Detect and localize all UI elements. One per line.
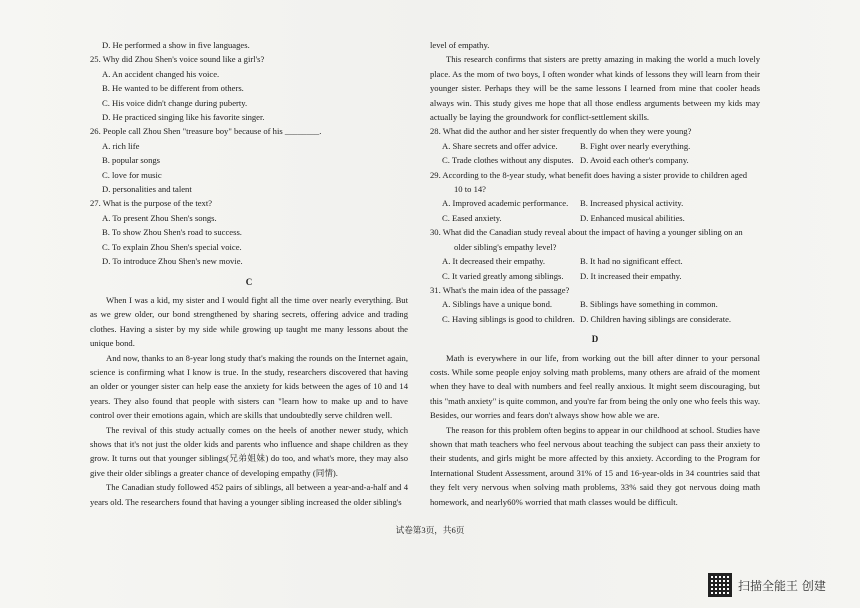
option-text: D. Children having siblings are considerate. (580, 313, 732, 324)
option-text: C. Eased anxiety. (442, 212, 502, 223)
question-28: 28. What did the author and her sister frequently do when they were young? (430, 126, 692, 137)
option-text: A. Share secrets and offer advice. (442, 140, 558, 151)
question-30-options (430, 254, 760, 283)
option-line: D. To introduce Zhou Shen's new movie. (102, 256, 243, 267)
option-row (430, 196, 760, 210)
section-d-title: D (591, 334, 599, 345)
question-line: 26. People call Zhou Shen "treasure boy" because of his ________. (90, 126, 322, 137)
passage-c-paragraph: This research confirms that sisters are pretty amazing in making the world a much lovely place. As the mom of two boys, I often wonder what kinds of lessons they will learn from their younger sister. Perhaps they will be the same lessons I learned from mine that cooler heads always win. This study gives me hope that all those endless arguments between my kids may actually be laying the groundwork for conflict-settlement skills. (430, 54, 760, 123)
question-30-cont: older sibling's empathy level? (454, 241, 557, 252)
question-29-options (430, 196, 760, 225)
question-line: 27. What is the purpose of the text? (90, 198, 213, 209)
passage-paragraph: Math is everywhere in our life, from working out the bill after dinner to your personal costs. While some people enjoy solving math problems, many others are afraid of the moment when they have to deal with numbers and feel really anxious. It might seem discouraging, but this "math anxiety" is quite common, and you're far from being the only one who feels this way. Besides, our worries and fears don't always show how able we are. (430, 352, 760, 421)
option-text: B. It had no significant effect. (580, 256, 683, 267)
option-text: B. Increased physical activity. (580, 198, 684, 209)
passage-paragraph: The revival of this study actually comes on the heels of another newer study, which shows that it's not just the older kids and parents who influence and shape children as they grow. It turns out that younger siblings(兄弟姐妹) do too, and what's more, they may also give their older siblings a greater chance of developing empathy (同情). (90, 424, 408, 478)
option-text: B. Fight over nearly everything. (580, 140, 691, 151)
option-text: D. Enhanced musical abilities. (580, 212, 685, 223)
passage-d (430, 351, 760, 509)
option-line: A. An accident changed his voice. (102, 68, 220, 79)
passage-c-continuation: level of empathy. (430, 40, 490, 50)
option-text: A. Siblings have a unique bond. (442, 299, 553, 310)
option-line: C. love for music (102, 169, 162, 180)
scanner-watermark (708, 574, 826, 596)
option-text: C. It varied greatly among siblings. (442, 270, 564, 281)
watermark-text: 扫描全能王 创建 (738, 578, 826, 593)
option-line: B. popular songs (102, 155, 161, 166)
passage-paragraph: When I was a kid, my sister and I would fight all the time over nearly everything. But as we grew older, our bond strengthened by sharing secrets, offering advice and trading clothes. Having a sister by my side while growing up taught me many lessons about the unique bond. (90, 294, 408, 349)
question-29-cont: 10 to 14? (454, 184, 486, 195)
question-28-options (430, 139, 760, 168)
left-column (90, 38, 408, 509)
option-row (430, 297, 760, 311)
option-text: B. Siblings have something in common. (580, 299, 718, 310)
passage-paragraph: The reason for this problem often begins to appear in our childhood at school. Studies have shown that math teachers who feel nervous about teaching the subject can pass their anxiety to their students, and girls might be more affected by this anxiety. According to the Program for International Student Assessment, around 31% of 15 and 16-year-olds in 34 countries said that they felt very nervous when solving math problems, 33% said they got nervous doing math homework, and nearly60% worried that math classes would be difficult. (430, 424, 760, 507)
option-line: A. rich life (102, 140, 140, 151)
option-line: C. To explain Zhou Shen's special voice. (102, 241, 242, 252)
page-footer: 试卷第3页，共6页 (395, 525, 465, 535)
right-column (430, 38, 760, 509)
option-line: D. personalities and talent (102, 184, 192, 195)
option-row (430, 269, 760, 283)
question-29: 29. According to the 8-year study, what benefit does having a sister provide to children aged (430, 169, 748, 180)
option-line: B. He wanted to be different from others. (102, 83, 244, 94)
option-text: A. Improved academic performance. (442, 198, 569, 209)
questions-25-27 (90, 38, 408, 269)
option-row (430, 153, 760, 167)
option-line: A. To present Zhou Shen's songs. (102, 212, 217, 223)
option-text: D. Avoid each other's company. (580, 155, 689, 166)
option-line: B. To show Zhou Shen's road to success. (102, 227, 242, 238)
question-line: 25. Why did Zhou Shen's voice sound like a girl's? (90, 54, 265, 65)
option-text: D. It increased their empathy. (580, 270, 682, 281)
qr-code-icon (708, 573, 732, 597)
question-30: 30. What did the Canadian study reveal about the impact of having a younger sibling on an (430, 227, 743, 238)
option-line: D. He practiced singing like his favorite singer. (102, 112, 265, 123)
question-31-options (430, 297, 760, 326)
option-text: A. It decreased their empathy. (442, 256, 545, 267)
option-row (430, 254, 760, 268)
passage-paragraph: The Canadian study followed 452 pairs of siblings, all between a year-and-a-half and 4 years old. The researchers found that having a younger sibling increased the older sibling's (90, 482, 408, 507)
passage-c (90, 293, 408, 509)
question-31: 31. What's the main idea of the passage? (430, 284, 570, 295)
option-row (430, 312, 760, 326)
option-text: C. Having siblings is good to children. (442, 313, 575, 324)
option-row (430, 139, 760, 153)
option-row (430, 211, 760, 225)
section-c-title: C (245, 276, 253, 287)
option-line: C. His voice didn't change during puberty. (102, 97, 248, 108)
option-line: D. He performed a show in five languages. (102, 40, 250, 50)
option-text: C. Trade clothes without any disputes. (442, 155, 574, 166)
passage-paragraph: And now, thanks to an 8-year long study that's making the rounds on the Internet again, science is confirming what I know is true. In the study, researchers discovered that having an older or younger sister can help ease the anxiety for kids between the ages of 10 and 14 years. They also found that people with sisters can "learn how to make up and to have control over their emotions again, which are skills that undoubtedly serve children well. (90, 352, 408, 421)
